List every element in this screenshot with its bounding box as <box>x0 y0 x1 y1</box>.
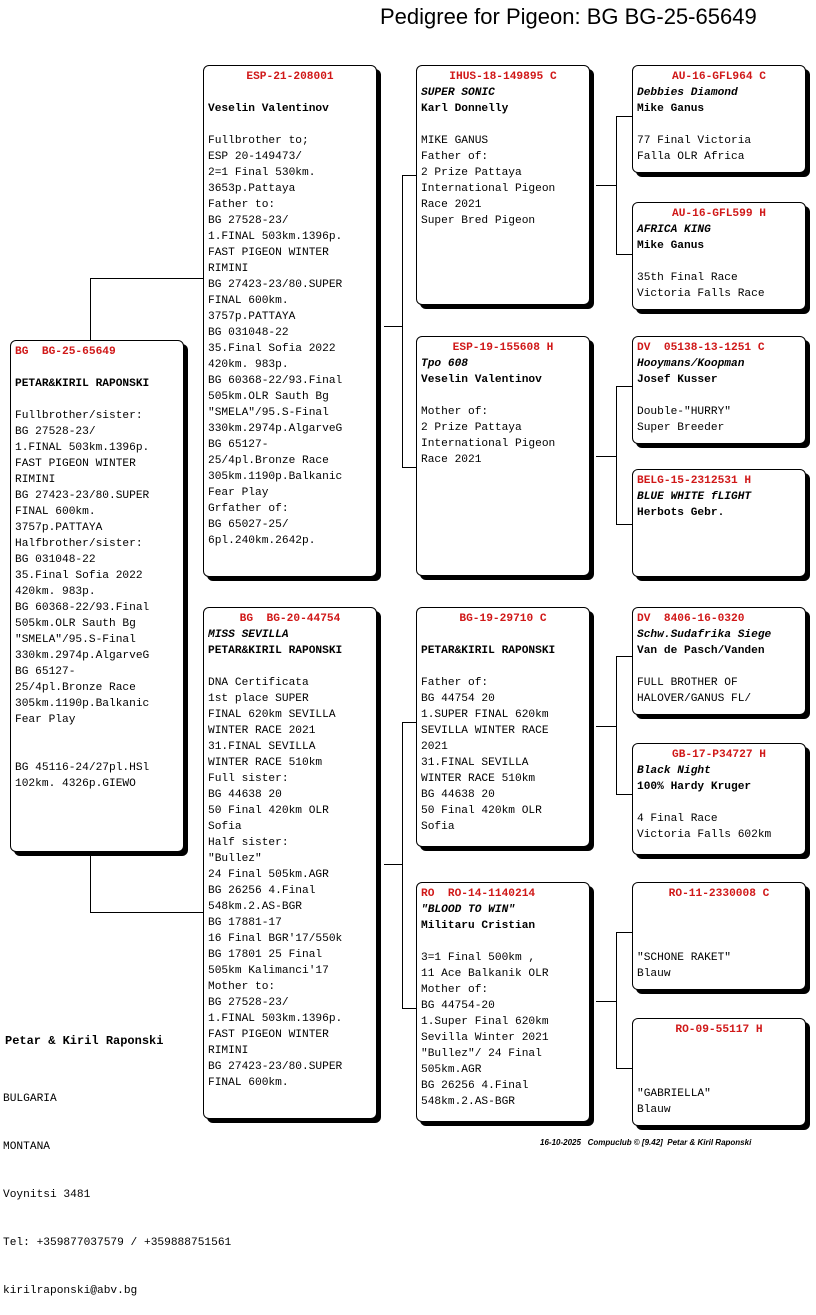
pigeon-name <box>637 902 801 918</box>
pigeon-name: Schw.Sudafrika Siege <box>637 629 772 641</box>
connector-line <box>384 864 402 865</box>
connector-line <box>90 852 91 912</box>
pigeon-info: Mother of: 2 Prize Pattaya International Pigeon Race 2021 <box>421 406 556 466</box>
connector-line <box>616 932 633 933</box>
owner-address <box>3 1059 231 1315</box>
connector-line <box>596 185 616 186</box>
pigeon-name: Hooymans/Koopman <box>637 358 745 370</box>
pigeon-name: Debbies Diamond <box>637 87 738 99</box>
connector-line <box>384 326 402 327</box>
pigeon-info: DNA Certificata 1st place SUPER FINAL 620km SEVILLA WINTER RACE 2021 31.FINAL SEVILLA WINTER RACE 510km Full sister: BG 44638 20 50 Final 420km OLR Sofia Half sister: "Bullez" 24 Final 505km.AGR BG 26256 4.Final 548km.2.AS-BGR BG 17881-17 16 Final BGR'17/550k BG 17801 25 Final 505km Kalimanci'17 Mother to: BG 27528-23/ 1.FINAL 503km.1396p. FAST PIGEON WINTER RIMINI BG 27423-23/80.SUPER FINAL 600km. <box>208 677 343 1089</box>
ring-number: DV 05138-13-1251 C <box>637 342 765 354</box>
breeder-name: Van de Pasch/Vanden <box>637 645 765 657</box>
breeder-name: PETAR&KIRIL RAPONSKI <box>208 645 343 657</box>
pigeon-card-sire-dam <box>416 336 590 576</box>
owner-town: Voynitsi 3481 <box>3 1189 91 1201</box>
connector-line <box>402 722 417 723</box>
breeder-name: Herbots Gebr. <box>637 507 725 519</box>
connector-line <box>616 932 617 1068</box>
breeder-name <box>637 918 801 934</box>
ring-number: DV 8406-16-0320 <box>637 613 745 625</box>
ring-number: BG-19-29710 C <box>459 613 547 625</box>
connector-line <box>90 278 91 340</box>
ring-number: BG BG-20-44754 <box>239 613 341 625</box>
pigeon-name: BLUE WHITE fLIGHT <box>637 491 752 503</box>
pigeon-card-sire-sire <box>416 65 590 305</box>
connector-line <box>616 1068 633 1069</box>
print-footer: 16-10-2025 Compuclub © [9.42] Petar & Kiril Raponski <box>540 1138 752 1147</box>
connector-line <box>402 1008 417 1009</box>
pigeon-card-sire <box>203 65 377 577</box>
breeder-name: Veselin Valentinov <box>208 103 329 115</box>
pigeon-info: 4 Final Race Victoria Falls 602km <box>637 813 772 841</box>
connector-line <box>616 386 617 524</box>
pigeon-card-subject <box>10 340 184 852</box>
pigeon-card-dss <box>632 607 806 715</box>
pigeon-card-dsd <box>632 743 806 855</box>
owner-region: MONTANA <box>3 1141 50 1153</box>
connector-line <box>90 278 204 279</box>
ring-number: ESP-19-155608 H <box>452 342 554 354</box>
breeder-name: Mike Ganus <box>637 240 705 252</box>
connector-line <box>616 386 633 387</box>
pigeon-name: Tpo 608 <box>421 358 468 370</box>
pigeon-card-sds <box>632 336 806 444</box>
connector-line <box>616 254 633 255</box>
pigeon-info: Fullbrother/sister: BG 27528-23/ 1.FINAL 503km.1396p. FAST PIGEON WINTER RIMINI BG 27423-23/80.SUPER FINAL 600km. 3757p.PATTAYA Halfbrother/sister: BG 031048-22 35.Final Sofia 2022 420km. 983p. BG 60368-22/93.Final 505km.OLR Sauth Bg "SMELA"/95.S-Final 330km.2974p.AlgarveG BG 65127- 25/4pl.Bronze Race 305km.1190p.Balkanic Fear Play BG 45116-24/27pl.HSl 102km. 4326p.GIEWO <box>15 410 150 790</box>
pigeon-name <box>637 1038 801 1054</box>
connector-line <box>402 175 403 467</box>
pigeon-name: SUPER SONIC <box>421 87 495 99</box>
connector-line <box>616 116 617 254</box>
breeder-name: Veselin Valentinov <box>421 374 542 386</box>
breeder-name: PETAR&KIRIL RAPONSKI <box>15 378 150 390</box>
pigeon-name: Black Night <box>637 765 711 777</box>
pigeon-info: Fullbrother to; ESP 20-149473/ 2=1 Final 530km. 3653p.Pattaya Father to: BG 27528-23/ 1.FINAL 503km.1396p. FAST PIGEON WINTER RIMINI BG 27423-23/80.SUPER FINAL 600km. 3757p.PATTAYA BG 031048-22 35.Final Sofia 2022 420km. 983p. BG 60368-22/93.Final 505km.OLR Sauth Bg "SMELA"/95.S-Final 330km.2974p.AlgarveG BG 65127- 25/4pl.Bronze Race 305km.1190p.Balkanic Fear Play Grfather of: BG 65027-25/ 6pl.240km.2642p. <box>208 135 343 547</box>
page-title: Pedigree for Pigeon: BG BG-25-65649 <box>380 4 757 29</box>
breeder-name <box>637 1054 801 1070</box>
breeder-name: Josef Kusser <box>637 374 718 386</box>
connector-line <box>616 116 633 117</box>
owner-country: BULGARIA <box>3 1093 57 1105</box>
pigeon-name <box>421 627 585 643</box>
pigeon-card-dds <box>632 882 806 990</box>
connector-line <box>616 656 617 794</box>
pigeon-info: Double-"HURRY" Super Breeder <box>637 406 731 434</box>
ring-number: ESP-21-208001 <box>246 71 334 83</box>
pigeon-info: 3=1 Final 500km , 11 Ace Balkanik OLR Mother of: BG 44754-20 1.Super Final 620km Sevilla Winter 2021 "Bullez"/ 24 Final 505km.AGR BG 26256 4.Final 548km.2.AS-BGR <box>421 952 549 1108</box>
owner-phone: Tel: +359877037579 / +359888751561 <box>3 1237 232 1249</box>
pigeon-card-ssd <box>632 202 806 310</box>
connector-line <box>616 794 633 795</box>
pigeon-name: MISS SEVILLA <box>208 629 289 641</box>
ring-number: BELG-15-2312531 H <box>637 475 752 487</box>
ring-number: RO-09-55117 H <box>675 1024 763 1036</box>
pigeon-info: 77 Final Victoria Falla OLR Africa <box>637 135 752 163</box>
pigeon-card-dam-sire <box>416 607 590 847</box>
connector-line <box>90 912 204 913</box>
connector-line <box>616 524 633 525</box>
connector-line <box>596 726 616 727</box>
pigeon-name: "BLOOD TO WIN" <box>421 904 515 916</box>
ring-number: RO RO-14-1140214 <box>421 888 536 900</box>
pigeon-info: "SCHONE RAKET" Blauw <box>637 952 731 980</box>
pigeon-card-dam-dam <box>416 882 590 1122</box>
ring-number: AU-16-GFL964 C <box>672 71 766 83</box>
pigeon-info: Father of: BG 44754 20 1.SUPER FINAL 620km SEVILLA WINTER RACE 2021 31.FINAL SEVILLA WINTER RACE 510km BG 44638 20 50 Final 420km OLR Sofia <box>421 677 549 833</box>
pigeon-info: "GABRIELLA" Blauw <box>637 1088 711 1116</box>
connector-line <box>596 1001 616 1002</box>
owner-email: kirilraponski@abv.bg <box>3 1285 138 1297</box>
ring-number: AU-16-GFL599 H <box>672 208 766 220</box>
connector-line <box>596 456 616 457</box>
breeder-name: PETAR&KIRIL RAPONSKI <box>421 645 556 657</box>
pigeon-name <box>208 85 372 101</box>
pigeon-name <box>15 360 179 376</box>
pigeon-card-ddd <box>632 1018 806 1126</box>
pigeon-card-sss <box>632 65 806 173</box>
breeder-name: Mike Ganus <box>637 103 705 115</box>
pigeon-card-sdd <box>632 469 806 577</box>
pigeon-card-dam <box>203 607 377 1119</box>
ring-number: IHUS-18-149895 C <box>449 71 557 83</box>
connector-line <box>402 467 417 468</box>
breeder-name: Karl Donnelly <box>421 103 509 115</box>
owner-name: Petar & Kiril Raponski <box>5 1034 164 1048</box>
pigeon-info: MIKE GANUS Father of: 2 Prize Pattaya International Pigeon Race 2021 Super Bred Pigeon <box>421 135 556 227</box>
pigeon-info: 35th Final Race Victoria Falls Race <box>637 272 765 300</box>
ring-number: RO-11-2330008 C <box>668 888 770 900</box>
breeder-name: Militaru Cristian <box>421 920 536 932</box>
pigeon-info: FULL BROTHER OF HALOVER/GANUS FL/ <box>637 677 752 705</box>
connector-line <box>616 656 633 657</box>
connector-line <box>402 722 403 1008</box>
ring-number: GB-17-P34727 H <box>672 749 766 761</box>
connector-line <box>402 175 417 176</box>
ring-number: BG BG-25-65649 <box>15 346 116 358</box>
pigeon-name: AFRICA KING <box>637 224 711 236</box>
breeder-name: 100% Hardy Kruger <box>637 781 752 793</box>
